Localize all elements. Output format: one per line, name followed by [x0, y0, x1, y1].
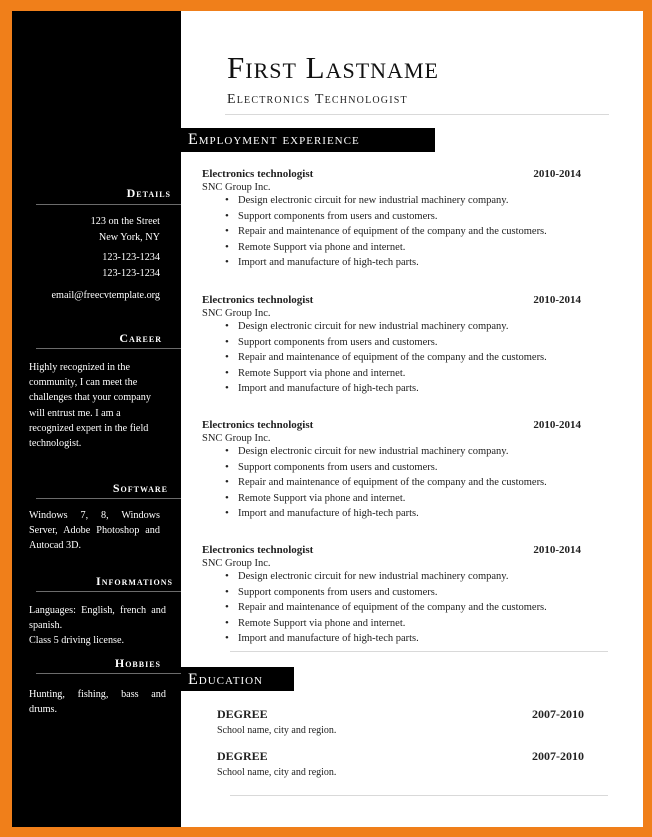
- job-entry: [202, 168, 592, 271]
- education-divider: [230, 795, 608, 796]
- job-bullet: • Remote Support via phone and internet.: [225, 366, 592, 382]
- job-bullet: • Support components from users and customers.: [225, 335, 592, 351]
- job-company: SNC Group Inc.: [202, 433, 271, 444]
- job-bullet: • Support components from users and customers.: [225, 585, 592, 601]
- degree-name: DEGREE: [217, 749, 268, 763]
- hobbies-title: Hobbies: [114, 656, 161, 670]
- job-bullet: • Design electronic circuit for new industrial machinery company.: [225, 569, 592, 585]
- job-role: Electronics technologist: [202, 544, 314, 556]
- divider: [36, 204, 181, 205]
- career-text: Highly recognized in the community, I can meet the challenges that your company will entrust me. I am a recognized expert in the field technologist.: [29, 362, 151, 450]
- job-entry: [202, 294, 592, 397]
- job-role: Electronics technologist: [202, 168, 314, 180]
- address-line-2: New York, NY: [98, 232, 160, 243]
- job-bullet: • Repair and maintenance of equipment of the company and the customers.: [225, 475, 592, 491]
- job-bullet: • Remote Support via phone and internet.: [225, 491, 592, 507]
- job-bullet: • Import and manufacture of high-tech parts.: [225, 255, 592, 271]
- education-entry: [217, 707, 584, 736]
- divider: [36, 498, 181, 499]
- job-bullet: • Repair and maintenance of equipment of the company and the customers.: [225, 350, 592, 366]
- job-bullet: • Design electronic circuit for new industrial machinery company.: [225, 444, 592, 460]
- job-bullet: • Repair and maintenance of equipment of the company and the customers.: [225, 600, 592, 616]
- education-entry: [217, 749, 584, 778]
- email: email@freecvtemplate.org: [51, 290, 160, 301]
- job-bullet: • Import and manufacture of high-tech parts.: [225, 506, 592, 522]
- job-bullet: • Remote Support via phone and internet.: [225, 616, 592, 632]
- details-title: Details: [126, 186, 171, 200]
- job-entry: [202, 419, 592, 522]
- job-company: SNC Group Inc.: [202, 558, 271, 569]
- informations-license: Class 5 driving license.: [29, 635, 125, 646]
- informations-languages: Languages: English, french and spanish.: [29, 605, 166, 632]
- job-bullet: • Import and manufacture of high-tech parts.: [225, 381, 592, 397]
- job-role: Electronics technologist: [202, 419, 314, 431]
- software-text: Windows 7, 8, Windows Server, Adobe Photoshop and Autocad 3D.: [29, 510, 160, 552]
- candidate-name: First Lastname: [227, 50, 439, 85]
- address-line-1: 123 on the Street: [90, 216, 160, 227]
- degree-years: 2007-2010: [532, 707, 584, 721]
- header-divider: [225, 114, 609, 115]
- divider: [36, 673, 181, 674]
- job-entry: [202, 544, 592, 647]
- informations-title: Informations: [96, 574, 173, 588]
- degree-years: 2007-2010: [532, 749, 584, 763]
- job-bullet: • Design electronic circuit for new industrial machinery company.: [225, 319, 592, 335]
- phone-2: 123-123-1234: [102, 268, 160, 279]
- job-bullet: • Import and manufacture of high-tech parts.: [225, 631, 592, 647]
- job-years: 2010-2014: [533, 168, 581, 180]
- job-bullet: • Design electronic circuit for new industrial machinery company.: [225, 193, 592, 209]
- candidate-title: Electronics Technologist: [227, 92, 408, 107]
- job-role: Electronics technologist: [202, 294, 314, 306]
- job-bullet: • Support components from users and customers.: [225, 460, 592, 476]
- phone-1: 123-123-1234: [102, 252, 160, 263]
- degree-name: DEGREE: [217, 707, 268, 721]
- job-company: SNC Group Inc.: [202, 308, 271, 319]
- job-bullet: • Repair and maintenance of equipment of the company and the customers.: [225, 224, 592, 240]
- divider: [36, 348, 181, 349]
- job-bullet: • Support components from users and customers.: [225, 209, 592, 225]
- sidebar: [12, 11, 181, 827]
- employment-divider: [230, 651, 608, 652]
- job-years: 2010-2014: [533, 294, 581, 306]
- school-name: School name, city and region.: [217, 767, 337, 778]
- hobbies-text: Hunting, fishing, bass and drums.: [29, 689, 166, 716]
- job-bullet: • Remote Support via phone and internet.: [225, 240, 592, 256]
- software-title: Software: [112, 481, 168, 495]
- divider: [36, 591, 181, 592]
- career-title: Career: [119, 331, 162, 345]
- school-name: School name, city and region.: [217, 725, 337, 736]
- job-years: 2010-2014: [533, 544, 581, 556]
- employment-heading: Employment experience: [181, 128, 435, 152]
- education-heading: Education: [181, 667, 294, 691]
- job-years: 2010-2014: [533, 419, 581, 431]
- job-company: SNC Group Inc.: [202, 182, 271, 193]
